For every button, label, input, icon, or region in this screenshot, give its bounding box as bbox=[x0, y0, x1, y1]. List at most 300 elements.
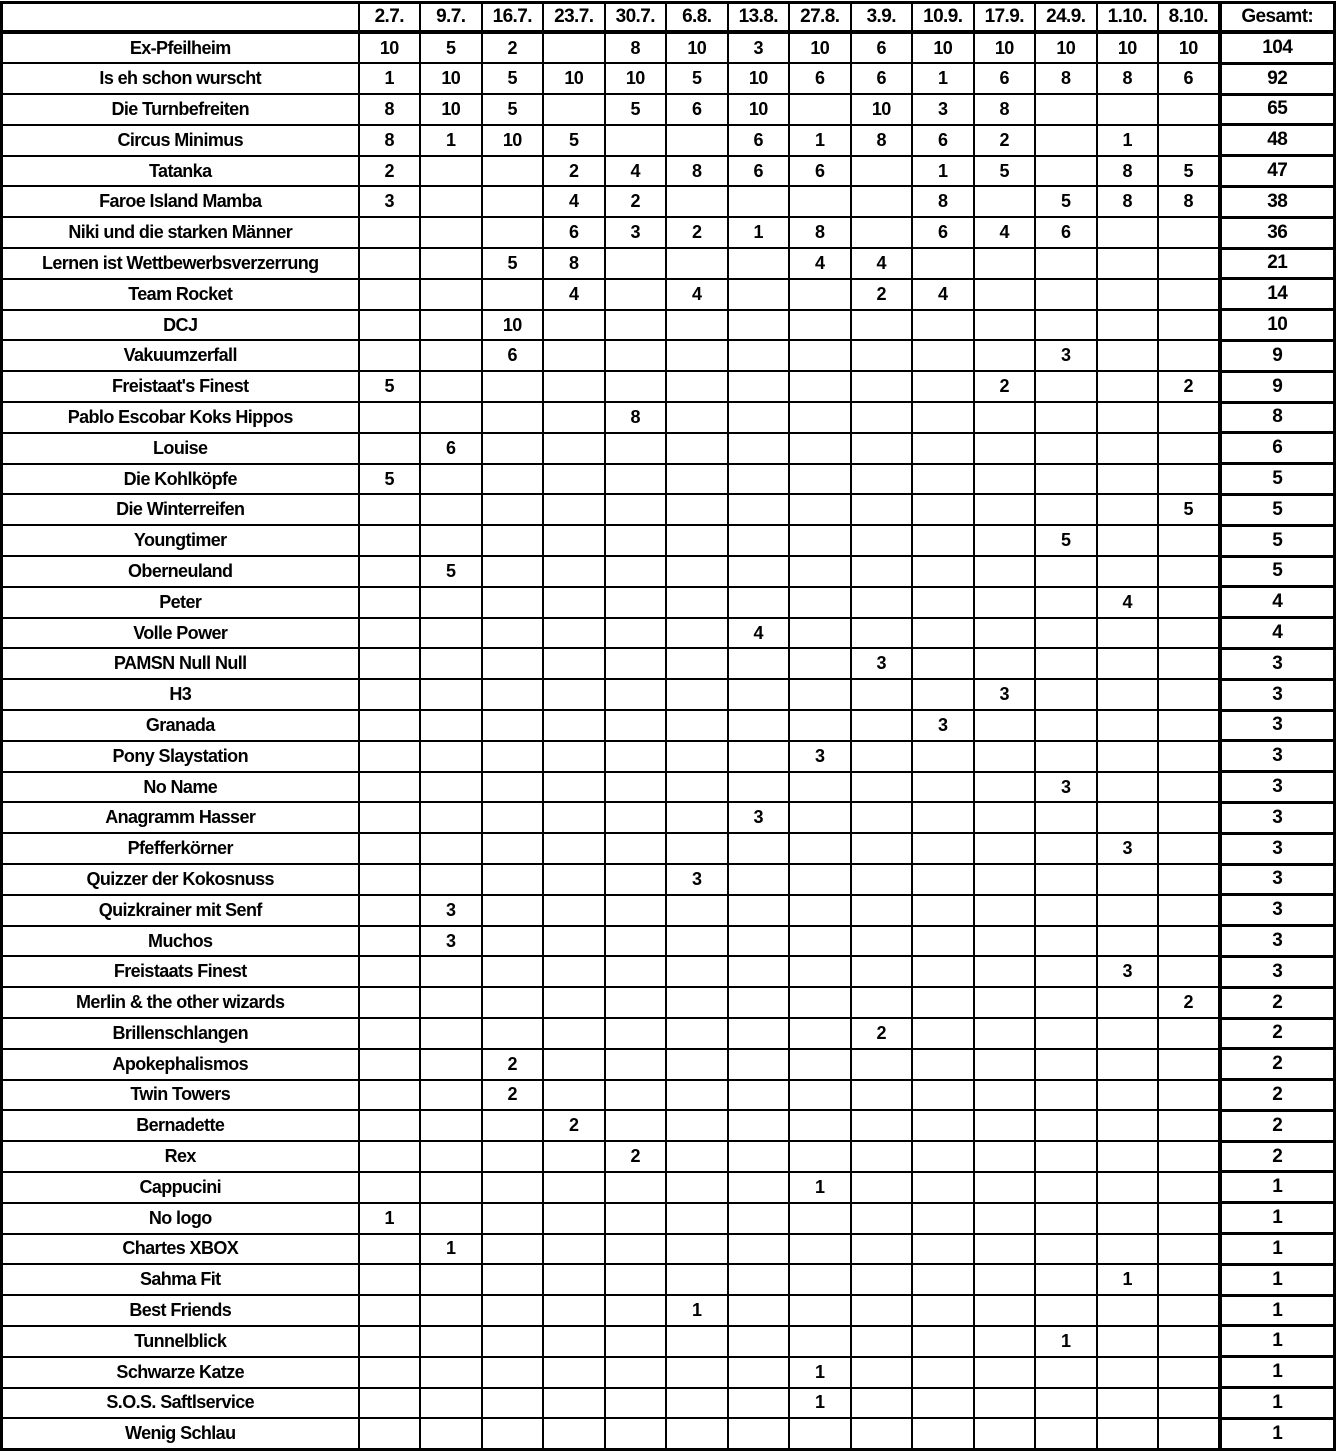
score-cell bbox=[666, 587, 728, 618]
score-cell bbox=[543, 525, 605, 556]
score-cell bbox=[605, 1295, 667, 1326]
score-cell bbox=[1158, 1018, 1220, 1049]
score-cell bbox=[666, 1388, 728, 1419]
score-cell bbox=[1158, 741, 1220, 772]
score-cell: 6 bbox=[851, 63, 913, 94]
score-cell bbox=[912, 987, 974, 1018]
team-name-cell: Niki und die starken Männer bbox=[2, 217, 359, 248]
score-cell: 5 bbox=[666, 63, 728, 94]
score-cell bbox=[420, 464, 482, 495]
table-row bbox=[2, 987, 1335, 1018]
table-row bbox=[2, 1049, 1335, 1080]
score-cell bbox=[1097, 1080, 1159, 1111]
table-row bbox=[2, 248, 1335, 279]
score-cell: 2 bbox=[974, 371, 1036, 402]
score-cell bbox=[974, 1203, 1036, 1234]
score-cell bbox=[974, 895, 1036, 926]
score-cell bbox=[359, 1080, 421, 1111]
score-cell bbox=[789, 648, 851, 679]
team-name-cell: Quizzer der Kokosnuss bbox=[2, 864, 359, 895]
score-cell bbox=[420, 310, 482, 341]
table-row bbox=[2, 525, 1335, 556]
score-cell: 1 bbox=[789, 125, 851, 156]
score-cell bbox=[605, 125, 667, 156]
score-cell bbox=[482, 433, 544, 464]
score-cell bbox=[420, 679, 482, 710]
score-cell bbox=[789, 1418, 851, 1449]
team-name-cell: Quizkrainer mit Senf bbox=[2, 895, 359, 926]
score-cell bbox=[1158, 310, 1220, 341]
score-cell: 6 bbox=[482, 340, 544, 371]
score-cell bbox=[420, 279, 482, 310]
score-cell bbox=[420, 1326, 482, 1357]
score-cell bbox=[912, 1388, 974, 1419]
score-cell bbox=[1097, 340, 1159, 371]
score-cell bbox=[789, 371, 851, 402]
score-cell bbox=[789, 895, 851, 926]
score-cell bbox=[420, 248, 482, 279]
score-cell bbox=[359, 833, 421, 864]
score-cell: 1 bbox=[666, 1295, 728, 1326]
score-cell bbox=[605, 525, 667, 556]
score-cell bbox=[1158, 402, 1220, 433]
score-cell bbox=[851, 1357, 913, 1388]
team-name-cell: Cappucini bbox=[2, 1172, 359, 1203]
score-cell bbox=[1158, 279, 1220, 310]
score-cell bbox=[851, 1080, 913, 1111]
score-cell: 5 bbox=[420, 556, 482, 587]
score-cell bbox=[912, 310, 974, 341]
score-cell bbox=[851, 895, 913, 926]
score-cell bbox=[728, 679, 790, 710]
team-name-cell: Pablo Escobar Koks Hippos bbox=[2, 402, 359, 433]
total-cell: 1 bbox=[1220, 1388, 1335, 1419]
score-cell bbox=[789, 802, 851, 833]
score-cell bbox=[1097, 248, 1159, 279]
table-row bbox=[2, 1018, 1335, 1049]
score-cell bbox=[974, 833, 1036, 864]
table-row bbox=[2, 926, 1335, 957]
team-name-cell: Ex-Pfeilheim bbox=[2, 32, 359, 63]
score-cell: 6 bbox=[728, 156, 790, 187]
score-cell bbox=[1097, 679, 1159, 710]
team-name-cell: Freistaats Finest bbox=[2, 956, 359, 987]
score-cell: 8 bbox=[912, 186, 974, 217]
score-cell bbox=[851, 1172, 913, 1203]
score-cell: 6 bbox=[1158, 63, 1220, 94]
score-cell bbox=[482, 587, 544, 618]
score-cell bbox=[543, 340, 605, 371]
total-cell: 1 bbox=[1220, 1326, 1335, 1357]
score-cell: 6 bbox=[912, 217, 974, 248]
score-cell bbox=[666, 1049, 728, 1080]
score-cell: 3 bbox=[1097, 956, 1159, 987]
score-cell bbox=[605, 956, 667, 987]
table-row bbox=[2, 125, 1335, 156]
score-cell bbox=[1097, 864, 1159, 895]
score-cell bbox=[666, 186, 728, 217]
total-cell: 4 bbox=[1220, 618, 1335, 649]
score-cell bbox=[1097, 1418, 1159, 1449]
score-cell bbox=[912, 433, 974, 464]
score-cell bbox=[482, 1357, 544, 1388]
score-cell bbox=[543, 310, 605, 341]
score-cell bbox=[912, 833, 974, 864]
score-cell: 6 bbox=[728, 125, 790, 156]
score-table-page bbox=[0, 1, 1338, 1444]
score-cell bbox=[1097, 556, 1159, 587]
score-cell bbox=[912, 1049, 974, 1080]
score-cell bbox=[1035, 494, 1097, 525]
score-cell bbox=[543, 402, 605, 433]
score-cell bbox=[1097, 895, 1159, 926]
score-cell bbox=[543, 987, 605, 1018]
score-cell bbox=[543, 1264, 605, 1295]
score-cell: 3 bbox=[851, 648, 913, 679]
score-cell bbox=[851, 710, 913, 741]
score-cell bbox=[543, 433, 605, 464]
score-cell: 5 bbox=[1035, 186, 1097, 217]
score-cell bbox=[789, 186, 851, 217]
score-cell bbox=[789, 464, 851, 495]
score-cell: 6 bbox=[1035, 217, 1097, 248]
score-cell bbox=[728, 1357, 790, 1388]
score-cell bbox=[543, 464, 605, 495]
score-cell bbox=[912, 1357, 974, 1388]
score-cell bbox=[359, 710, 421, 741]
team-name-cell: Louise bbox=[2, 433, 359, 464]
score-cell bbox=[728, 248, 790, 279]
table-row bbox=[2, 1388, 1335, 1419]
score-cell bbox=[666, 125, 728, 156]
score-cell bbox=[420, 1110, 482, 1141]
score-cell: 2 bbox=[359, 156, 421, 187]
score-cell bbox=[482, 1264, 544, 1295]
table-row bbox=[2, 648, 1335, 679]
score-cell bbox=[851, 371, 913, 402]
score-cell bbox=[605, 679, 667, 710]
score-cell bbox=[789, 525, 851, 556]
score-cell bbox=[1097, 1388, 1159, 1419]
score-cell bbox=[789, 433, 851, 464]
score-cell bbox=[543, 1295, 605, 1326]
team-name-cell: Peter bbox=[2, 587, 359, 618]
score-cell bbox=[482, 1141, 544, 1172]
score-cell bbox=[728, 1203, 790, 1234]
score-cell bbox=[420, 1418, 482, 1449]
score-cell bbox=[728, 1326, 790, 1357]
score-cell bbox=[1158, 248, 1220, 279]
score-cell bbox=[1035, 679, 1097, 710]
score-cell bbox=[543, 710, 605, 741]
score-cell: 2 bbox=[1158, 987, 1220, 1018]
score-cell bbox=[605, 802, 667, 833]
score-cell bbox=[974, 1264, 1036, 1295]
score-cell bbox=[359, 433, 421, 464]
score-cell: 2 bbox=[666, 217, 728, 248]
table-row bbox=[2, 556, 1335, 587]
score-cell bbox=[1035, 433, 1097, 464]
score-cell: 2 bbox=[482, 1049, 544, 1080]
score-cell bbox=[666, 464, 728, 495]
table-row bbox=[2, 32, 1335, 63]
score-cell bbox=[1097, 1141, 1159, 1172]
score-cell bbox=[1035, 802, 1097, 833]
score-cell: 8 bbox=[605, 32, 667, 63]
score-cell bbox=[974, 525, 1036, 556]
score-cell bbox=[1035, 464, 1097, 495]
team-name-cell: Freistaat's Finest bbox=[2, 371, 359, 402]
team-name-cell: Bernadette bbox=[2, 1110, 359, 1141]
score-cell: 1 bbox=[789, 1357, 851, 1388]
score-cell bbox=[728, 525, 790, 556]
score-cell bbox=[912, 1326, 974, 1357]
score-cell: 3 bbox=[605, 217, 667, 248]
score-cell bbox=[1097, 279, 1159, 310]
score-cell bbox=[974, 556, 1036, 587]
score-cell bbox=[605, 772, 667, 803]
score-cell bbox=[1035, 279, 1097, 310]
score-cell bbox=[420, 1295, 482, 1326]
score-cell bbox=[666, 833, 728, 864]
score-cell bbox=[482, 710, 544, 741]
total-cell: 3 bbox=[1220, 679, 1335, 710]
score-cell bbox=[482, 1234, 544, 1265]
score-cell bbox=[1097, 1295, 1159, 1326]
date-header-cell: 13.8. bbox=[728, 3, 790, 33]
score-cell: 8 bbox=[851, 125, 913, 156]
score-cell bbox=[1035, 1264, 1097, 1295]
score-cell bbox=[420, 525, 482, 556]
score-cell bbox=[482, 772, 544, 803]
score-cell bbox=[1035, 895, 1097, 926]
score-cell bbox=[1158, 1080, 1220, 1111]
score-cell bbox=[728, 186, 790, 217]
table-row bbox=[2, 864, 1335, 895]
team-name-cell: Rex bbox=[2, 1141, 359, 1172]
team-name-cell: Sahma Fit bbox=[2, 1264, 359, 1295]
table-row bbox=[2, 310, 1335, 341]
score-cell bbox=[420, 648, 482, 679]
score-cell: 4 bbox=[543, 186, 605, 217]
score-cell bbox=[728, 402, 790, 433]
score-cell bbox=[1158, 1049, 1220, 1080]
score-cell bbox=[1097, 802, 1159, 833]
score-cell bbox=[728, 864, 790, 895]
score-cell bbox=[543, 679, 605, 710]
score-cell bbox=[482, 833, 544, 864]
score-cell bbox=[482, 956, 544, 987]
score-cell bbox=[912, 1141, 974, 1172]
score-cell: 10 bbox=[789, 32, 851, 63]
total-cell: 1 bbox=[1220, 1234, 1335, 1265]
score-cell bbox=[728, 433, 790, 464]
score-cell bbox=[1035, 741, 1097, 772]
team-name-cell: Team Rocket bbox=[2, 279, 359, 310]
score-cell bbox=[789, 956, 851, 987]
score-cell bbox=[359, 956, 421, 987]
score-cell bbox=[543, 741, 605, 772]
score-cell: 10 bbox=[728, 94, 790, 125]
score-cell: 10 bbox=[912, 32, 974, 63]
score-cell: 5 bbox=[1158, 156, 1220, 187]
score-cell bbox=[482, 556, 544, 587]
score-cell bbox=[420, 217, 482, 248]
team-name-cell: Circus Minimus bbox=[2, 125, 359, 156]
table-row bbox=[2, 833, 1335, 864]
score-cell bbox=[605, 741, 667, 772]
score-cell bbox=[543, 94, 605, 125]
score-cell bbox=[482, 926, 544, 957]
score-cell bbox=[543, 648, 605, 679]
score-cell bbox=[974, 1141, 1036, 1172]
score-cell bbox=[543, 1234, 605, 1265]
score-cell bbox=[666, 1418, 728, 1449]
score-cell bbox=[359, 1357, 421, 1388]
score-cell bbox=[789, 1018, 851, 1049]
score-table bbox=[0, 1, 1336, 1451]
score-cell bbox=[1158, 1357, 1220, 1388]
score-cell bbox=[543, 1172, 605, 1203]
score-cell bbox=[1097, 1357, 1159, 1388]
score-cell bbox=[359, 1295, 421, 1326]
total-cell: 4 bbox=[1220, 587, 1335, 618]
score-cell bbox=[912, 340, 974, 371]
score-cell bbox=[728, 1234, 790, 1265]
table-row bbox=[2, 371, 1335, 402]
corner-header-cell bbox=[2, 3, 359, 33]
score-cell bbox=[666, 618, 728, 649]
score-cell: 3 bbox=[420, 895, 482, 926]
score-cell bbox=[1035, 556, 1097, 587]
score-cell bbox=[789, 1080, 851, 1111]
score-cell bbox=[482, 987, 544, 1018]
score-cell bbox=[789, 94, 851, 125]
score-cell bbox=[420, 802, 482, 833]
score-cell bbox=[1158, 1295, 1220, 1326]
score-cell bbox=[851, 1203, 913, 1234]
score-cell bbox=[912, 772, 974, 803]
date-header-cell: 2.7. bbox=[359, 3, 421, 33]
score-cell: 4 bbox=[728, 618, 790, 649]
score-cell: 2 bbox=[851, 1018, 913, 1049]
score-cell bbox=[420, 340, 482, 371]
score-cell: 5 bbox=[420, 32, 482, 63]
score-cell bbox=[482, 1018, 544, 1049]
score-cell bbox=[728, 833, 790, 864]
score-cell bbox=[1097, 464, 1159, 495]
score-cell bbox=[482, 679, 544, 710]
score-cell: 3 bbox=[974, 679, 1036, 710]
score-cell bbox=[605, 1357, 667, 1388]
team-name-cell: Die Turnbefreiten bbox=[2, 94, 359, 125]
score-cell bbox=[359, 1110, 421, 1141]
score-cell bbox=[543, 926, 605, 957]
score-cell bbox=[1035, 310, 1097, 341]
score-cell bbox=[666, 1357, 728, 1388]
score-cell bbox=[1097, 926, 1159, 957]
score-cell bbox=[974, 310, 1036, 341]
team-name-cell: Schwarze Katze bbox=[2, 1357, 359, 1388]
total-cell: 3 bbox=[1220, 772, 1335, 803]
team-name-cell: Lernen ist Wettbewerbsverzerrung bbox=[2, 248, 359, 279]
total-cell: 5 bbox=[1220, 494, 1335, 525]
score-cell bbox=[359, 525, 421, 556]
score-cell bbox=[1097, 402, 1159, 433]
score-cell: 4 bbox=[605, 156, 667, 187]
score-cell bbox=[789, 926, 851, 957]
table-row bbox=[2, 1234, 1335, 1265]
score-cell: 10 bbox=[728, 63, 790, 94]
score-cell bbox=[728, 1018, 790, 1049]
date-header-cell: 17.9. bbox=[974, 3, 1036, 33]
score-cell: 6 bbox=[789, 63, 851, 94]
score-cell bbox=[1035, 248, 1097, 279]
score-cell bbox=[851, 310, 913, 341]
score-cell: 2 bbox=[543, 156, 605, 187]
score-cell bbox=[974, 279, 1036, 310]
score-cell bbox=[359, 1172, 421, 1203]
score-cell bbox=[605, 587, 667, 618]
score-cell: 1 bbox=[420, 1234, 482, 1265]
score-cell: 4 bbox=[974, 217, 1036, 248]
score-cell bbox=[420, 987, 482, 1018]
total-cell: 3 bbox=[1220, 926, 1335, 957]
score-cell: 8 bbox=[359, 125, 421, 156]
score-cell bbox=[666, 433, 728, 464]
table-row bbox=[2, 1110, 1335, 1141]
score-cell bbox=[974, 494, 1036, 525]
score-cell bbox=[482, 186, 544, 217]
team-name-cell: Faroe Island Mamba bbox=[2, 186, 359, 217]
score-cell bbox=[728, 1264, 790, 1295]
score-cell bbox=[543, 371, 605, 402]
score-cell bbox=[666, 1110, 728, 1141]
score-cell bbox=[912, 1203, 974, 1234]
score-cell bbox=[543, 494, 605, 525]
score-cell bbox=[974, 864, 1036, 895]
total-cell: 5 bbox=[1220, 464, 1335, 495]
score-cell bbox=[420, 741, 482, 772]
score-cell bbox=[851, 741, 913, 772]
score-cell bbox=[1158, 340, 1220, 371]
score-cell bbox=[1035, 402, 1097, 433]
score-cell bbox=[1097, 433, 1159, 464]
score-cell bbox=[789, 1326, 851, 1357]
score-cell bbox=[605, 710, 667, 741]
score-cell bbox=[666, 987, 728, 1018]
score-cell bbox=[666, 1172, 728, 1203]
score-cell: 2 bbox=[1158, 371, 1220, 402]
score-cell bbox=[1158, 1418, 1220, 1449]
score-cell bbox=[851, 1110, 913, 1141]
score-cell bbox=[912, 648, 974, 679]
score-cell bbox=[912, 802, 974, 833]
score-cell bbox=[789, 679, 851, 710]
total-cell: 1 bbox=[1220, 1203, 1335, 1234]
total-cell: 9 bbox=[1220, 340, 1335, 371]
score-cell bbox=[420, 186, 482, 217]
score-cell bbox=[1158, 1264, 1220, 1295]
score-cell bbox=[543, 956, 605, 987]
score-cell bbox=[728, 1141, 790, 1172]
score-cell bbox=[543, 1018, 605, 1049]
score-cell bbox=[1097, 1234, 1159, 1265]
score-cell bbox=[420, 956, 482, 987]
team-name-cell: Granada bbox=[2, 710, 359, 741]
score-cell bbox=[1035, 648, 1097, 679]
team-name-cell: Pfefferkörner bbox=[2, 833, 359, 864]
